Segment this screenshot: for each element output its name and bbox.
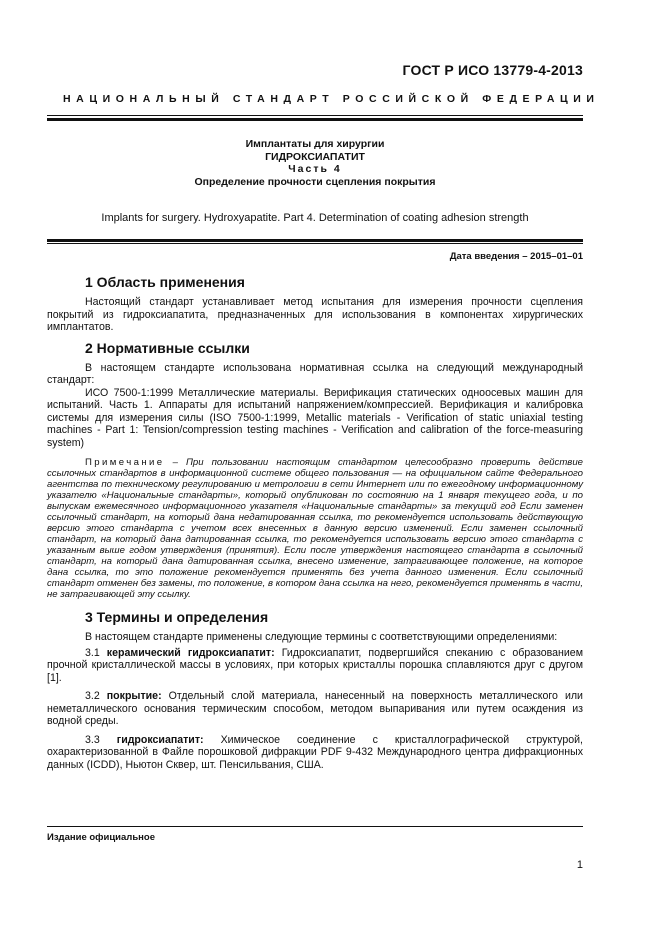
title-part: Часть 4 [288, 163, 342, 176]
title-line-4: Определение прочности сцепления покрытия [194, 175, 436, 188]
section-1-text: Настоящий стандарт устанавливает метод испытания для измерения прочности сцепления покрытий из гидроксиапатита, предназначенных для использования в компонентах хирургических имплантатов. [47, 296, 583, 333]
section-2-heading: 2 Нормативные ссылки [85, 339, 250, 356]
term-name: покрытие: [106, 690, 162, 702]
term-number: 3.3 [85, 733, 100, 746]
section-3-intro: В настоящем стандарте применены следующие термины с соответствующими определениями: [85, 631, 558, 643]
term-3-3 [47, 734, 583, 772]
english-title: Implants for surgery. Hydroxyapatite. Part 4. Determination of coating adhesion strength [101, 212, 529, 224]
term-name: гидроксиапатит: [116, 733, 204, 746]
note-dash: – [164, 457, 186, 468]
term-3-2 [47, 690, 583, 728]
introduction-date: Дата введения – 2015–01–01 [449, 251, 583, 262]
term-definition: Химическое соединение с кристаллографической структурой, охарактеризованной в Файле порошковой дифракции PDF 9-432 Международного центра дифракционных данных (ICDD), Ньютон Сквер, шт. Пенсильвания, США. [47, 733, 583, 771]
title-divider-thin [47, 243, 583, 244]
note-paragraph [47, 457, 583, 600]
title-line-1: Имплантаты для хирургии [245, 138, 385, 150]
document-body [47, 274, 583, 777]
term-definition: Гидроксиапатит, подвергшийся спеканию с образованием прочной кристаллической массы в условиях, при которых кристаллы порошка сплавляются друг с другом [1]. [47, 646, 583, 684]
national-standard-banner: НАЦИОНАЛЬНЫЙ СТАНДАРТ РОССИЙСКОЙ ФЕДЕРАЦИИ [63, 93, 600, 105]
official-edition-label: Издание официальное [47, 832, 155, 843]
header-divider-thick [47, 118, 583, 121]
footer-divider [47, 826, 583, 827]
term-3-1 [47, 647, 583, 685]
page-number: 1 [576, 859, 583, 871]
note-label: Примечание [85, 457, 165, 468]
section-3-heading: 3 Термины и определения [85, 609, 269, 625]
normative-reference: ИСО 7500-1:1999 Металлические материалы. Верификация статических одноосевых машин для испытаний. Часть 1. Аппараты для испытаний напряжением/компрессией. Верификация и калибровка системы для измерения силы (ISO 7500-1:1999, Metallic materials - Verification of static uniaxial testing machines - Part 1: Tension/compression testing machines - Verification and calibration of the force-measuring system) [47, 386, 583, 449]
term-name: керамический гидроксиапатит: [106, 646, 275, 659]
document-number: ГОСТ Р ИСО 13779-4-2013 [402, 62, 583, 78]
note-text: При пользовании настоящим стандартом целесообразно проверить действие ссылочных стандартов в информационной системе общего пользования — на официальном сайте Федерального агентства по техническому регулированию и метрологии в сети Интернет или по ежегодному информационному указателю «Национальные стандарты», который опубликован по состоянию на 1 января текущего года, и по выпускам ежемесячного информационного указателя «Национальные стандарты» за текущий год Если заменен ссылочный стандарт, на который дана недатированная ссылка, то рекомендуется использовать действующую версию этого стандарта с учетом всех внесенных в данную версию изменений. Если заменен ссылочный стандарт, на который дана датированная ссылка, то рекомендуется использовать версию этого стандарта с указанным выше годом утверждения (принятия). Если после утверждения настоящего стандарта в ссылочный стандарт, на который дана датированная ссылка, внесено изменение, затрагивающее положение, на которое дана ссылка, то это положение рекомендуется применять без учета данного изменения. Если ссылочный стандарт отменен без замены, то положение, в котором дана ссылка на него, рекомендуется применять в части, не затрагивающей эту ссылку. [47, 457, 583, 600]
term-number: 3.1 [85, 646, 100, 659]
section-2-intro: В настоящем стандарте использована нормативная ссылка на следующий международный стандарт: [47, 361, 583, 386]
title-divider-thick [47, 239, 583, 242]
term-definition: Отдельный слой материала, нанесенный на поверхность металлического или неметаллического основания термическим способом, методом выпаривания или путем осаждения из водной среды. [47, 690, 583, 727]
term-number: 3.2 [85, 690, 100, 702]
header-divider-thin [47, 115, 583, 116]
section-1-heading: 1 Область применения [85, 274, 245, 290]
title-block [47, 138, 583, 188]
title-line-2: ГИДРОКСИАПАТИТ [265, 150, 365, 163]
